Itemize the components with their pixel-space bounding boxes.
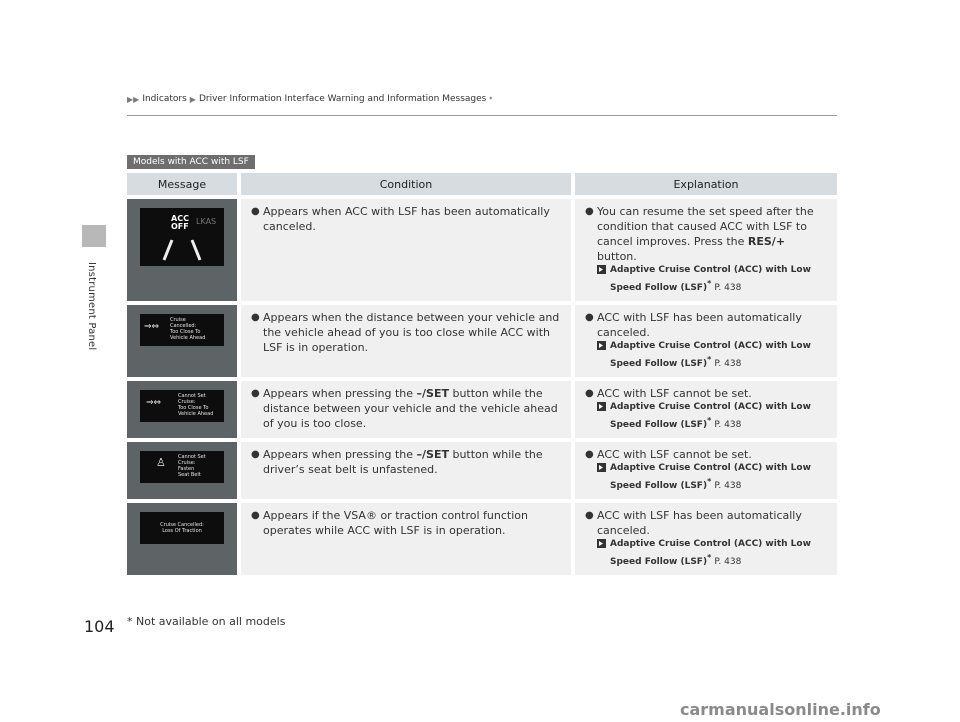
explanation-cell bbox=[575, 503, 837, 575]
explanation-cell bbox=[575, 442, 837, 499]
header-explanation: Explanation bbox=[575, 173, 837, 195]
breadcrumb bbox=[127, 94, 492, 104]
set-button-label: –/SET bbox=[416, 448, 449, 461]
footnote: * Not available on all models bbox=[127, 615, 286, 628]
bullet-icon: ● bbox=[585, 206, 594, 217]
table-row bbox=[127, 503, 837, 575]
table-row bbox=[127, 442, 837, 499]
display-text: Cannot Set Cruise: Fasten Seat Belt bbox=[178, 454, 206, 478]
condition-text: Appears when ACC with LSF has been automatically canceled. bbox=[263, 205, 550, 233]
condition-text: Appears when the distance between your vehicle and the vehicle ahead of you is too close while ACC with LSF is in operation. bbox=[263, 311, 560, 354]
bullet-icon: ● bbox=[585, 312, 594, 323]
condition-text: Appears when pressing the –/SET button while the distance between your vehicle and the vehicle ahead of you is too close. bbox=[263, 387, 558, 430]
off-label: OFF bbox=[171, 222, 189, 231]
display-text: Cruise Cancelled: Too Close To Vehicle Ahead bbox=[170, 317, 206, 341]
acc-label: ACC bbox=[171, 214, 189, 223]
section-tab bbox=[82, 225, 106, 247]
cannot-set-seat-belt-display bbox=[140, 451, 224, 483]
breadcrumb-arrow-icon: ▶▶ bbox=[127, 94, 140, 104]
message-image-cell bbox=[127, 503, 241, 575]
messages-table bbox=[127, 169, 837, 579]
breadcrumb-item-messages[interactable]: Driver Information Interface Warning and Information Messages bbox=[198, 94, 487, 104]
not-all-models-mark: * bbox=[489, 95, 493, 103]
cross-reference-link[interactable]: Adaptive Cruise Control (ACC) with Low Speed Follow (LSF)* P. 438 bbox=[597, 538, 827, 569]
car-following-icon: ⇒⇔ bbox=[144, 322, 160, 332]
condition-cell bbox=[241, 442, 575, 499]
seat-belt-icon: ♙ bbox=[156, 456, 166, 469]
table-row bbox=[127, 381, 837, 438]
res-button-label: RES/+ bbox=[747, 235, 786, 248]
bullet-icon: ● bbox=[251, 510, 260, 521]
condition-cell bbox=[241, 199, 575, 301]
cross-reference-link[interactable]: Adaptive Cruise Control (ACC) with Low Speed Follow (LSF)* P. 438 bbox=[597, 264, 827, 295]
message-image-cell bbox=[127, 305, 241, 377]
message-image-cell bbox=[127, 199, 241, 301]
bullet-icon: ● bbox=[251, 312, 260, 323]
explanation-cell bbox=[575, 305, 837, 377]
explanation-text: You can resume the set speed after the condition that caused ACC with LSF to cancel improves. Press the RES/+ button. bbox=[597, 205, 814, 263]
section-label: Instrument Panel bbox=[86, 262, 97, 351]
header-rule bbox=[127, 115, 837, 116]
page-number: 104 bbox=[84, 617, 115, 636]
too-close-cancel-display bbox=[140, 314, 224, 346]
models-tag: Models with ACC with LSF bbox=[127, 155, 255, 169]
cannot-set-too-close-display bbox=[140, 390, 224, 422]
header-condition: Condition bbox=[241, 173, 575, 195]
car-following-icon: ⇒⇔ bbox=[146, 398, 162, 408]
bullet-icon: ● bbox=[251, 449, 260, 460]
table-row bbox=[127, 199, 837, 301]
acc-off-display bbox=[140, 208, 224, 266]
display-text: Cannot Set Cruise: Too Close To Vehicle Ahead bbox=[178, 393, 214, 417]
breadcrumb-item-indicators[interactable]: Indicators bbox=[142, 94, 187, 104]
bullet-icon: ● bbox=[585, 510, 594, 521]
explanation-text: ACC with LSF has been automatically canceled. bbox=[597, 311, 802, 339]
header-message: Message bbox=[127, 173, 241, 195]
lkas-label: LKAS bbox=[196, 217, 217, 226]
reference-arrow-icon bbox=[597, 539, 606, 548]
set-button-label: –/SET bbox=[416, 387, 449, 400]
explanation-cell bbox=[575, 199, 837, 301]
explanation-text: ACC with LSF has been automatically canceled. bbox=[597, 509, 802, 537]
bullet-icon: ● bbox=[251, 206, 260, 217]
condition-cell bbox=[241, 381, 575, 438]
breadcrumb-arrow-icon: ▶ bbox=[189, 94, 196, 104]
reference-arrow-icon bbox=[597, 402, 606, 411]
explanation-cell bbox=[575, 381, 837, 438]
reference-arrow-icon bbox=[597, 463, 606, 472]
message-image-cell bbox=[127, 381, 241, 438]
bullet-icon: ● bbox=[585, 388, 594, 399]
bullet-icon: ● bbox=[251, 388, 260, 399]
cross-reference-link[interactable]: Adaptive Cruise Control (ACC) with Low Speed Follow (LSF)* P. 438 bbox=[597, 340, 827, 371]
cross-reference-link[interactable]: Adaptive Cruise Control (ACC) with Low Speed Follow (LSF)* P. 438 bbox=[597, 462, 827, 493]
condition-cell bbox=[241, 503, 575, 575]
condition-cell bbox=[241, 305, 575, 377]
watermark: carmanualsonline.info bbox=[680, 700, 881, 719]
reference-arrow-icon bbox=[597, 341, 606, 350]
bullet-icon: ● bbox=[585, 449, 594, 460]
cross-reference-link[interactable]: Adaptive Cruise Control (ACC) with Low Speed Follow (LSF)* P. 438 bbox=[597, 401, 827, 432]
table-header-row bbox=[127, 173, 837, 195]
loss-of-traction-display bbox=[140, 512, 224, 544]
reference-arrow-icon bbox=[597, 265, 606, 274]
message-image-cell bbox=[127, 442, 241, 499]
condition-text: Appears when pressing the –/SET button while the driver’s seat belt is unfastened. bbox=[263, 448, 543, 476]
explanation-text: ACC with LSF cannot be set. bbox=[597, 387, 752, 400]
condition-text: Appears if the VSA® or traction control function operates while ACC with LSF is in operation. bbox=[263, 509, 528, 537]
explanation-text: ACC with LSF cannot be set. bbox=[597, 448, 752, 461]
display-text: Cruise Cancelled: Loss Of Traction bbox=[160, 522, 204, 534]
table-row bbox=[127, 305, 837, 377]
